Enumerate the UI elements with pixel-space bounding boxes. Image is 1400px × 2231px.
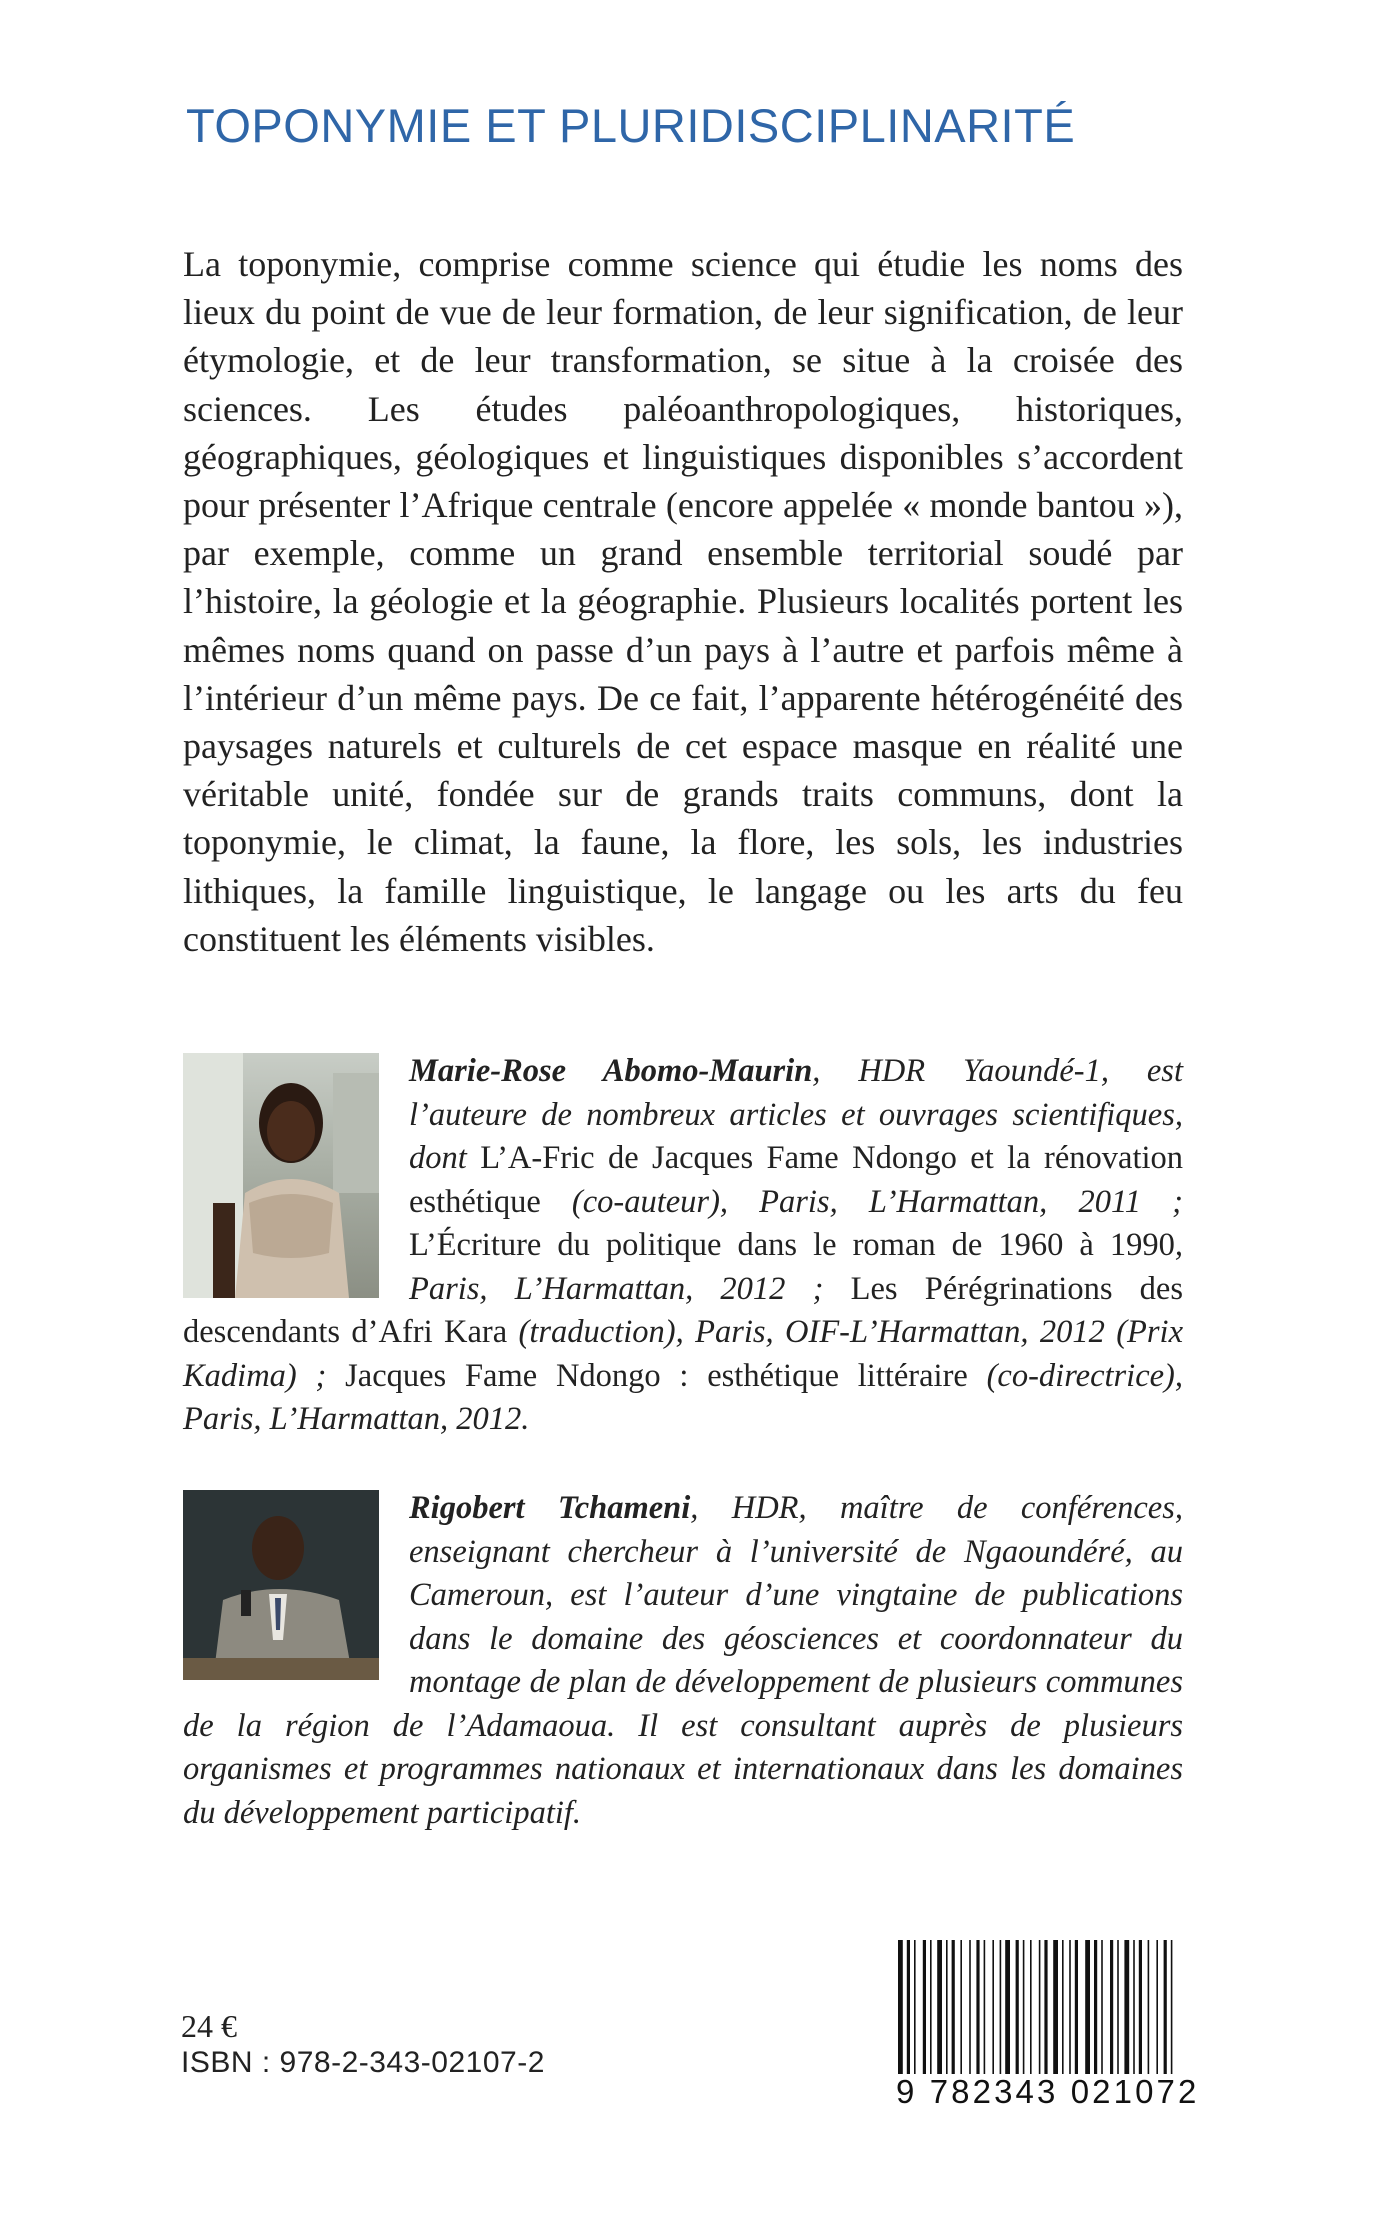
barcode-bar (930, 1940, 932, 2080)
barcode-bar (1124, 1940, 1129, 2080)
barcode-bar (1156, 1940, 1158, 2080)
barcode-bar (1110, 1940, 1113, 2080)
barcode-bar (923, 1940, 926, 2080)
barcode-bar (1117, 1940, 1119, 2080)
barcode-bar (976, 1940, 979, 2080)
barcode-bar (1039, 1940, 1041, 2080)
barcode-bar (1023, 1940, 1025, 2080)
barcode-bar (1148, 1940, 1150, 2080)
barcode-bar (1133, 1940, 1135, 2080)
barcode-bar (1171, 1940, 1173, 2080)
barcode-bar (1094, 1940, 1097, 2080)
barcode-bars (896, 1940, 1182, 2080)
barcode-bar (1000, 1940, 1002, 2080)
barcode-bar (1069, 1940, 1071, 2080)
book-blurb: La toponymie, comprise comme science qui étudie les noms des lieux du point de vue de leur formation, de leur signification, de leur étymologie, et de leur transformation, se situe à la croisée des sciences. Les études paléoanthropologiques, historiques, géographiques, géologiques et linguistiques disponibles s’accordent pour présenter l’Afrique centrale (encore appelée « monde bantou »), par exemple, comme un grand ensemble territorial soudé par l’histoire, la géologie et la géographie. Plusieurs localités portent les mêmes noms quand on passe d’un pays à l’autre et parfois même à l’intérieur d’un même pays. De ce fait, l’apparente hétérogénéité des paysages naturels et culturels de cet espace masque en réalité une véritable unité, fondée sur de grands traits communs, dont la toponymie, le climat, la faune, la flore, les sols, les industries lithiques, la famille linguistique, le langage ou les arts du feu constituent les éléments visibles. (183, 244, 1183, 959)
barcode-bar (1030, 1940, 1032, 2080)
barcode-bar (1044, 1940, 1047, 2080)
author-photo-2 (183, 1490, 379, 1680)
barcode-bar (992, 1940, 994, 2080)
author-photo-1 (183, 1053, 379, 1298)
barcode-bar (984, 1940, 986, 2080)
barcode-bar (1085, 1940, 1090, 2080)
barcode-bar (898, 1940, 903, 2080)
book-title: TOPONYMIE ET PLURIDISCIPLINARITÉ (186, 99, 1076, 152)
barcode-bar (1139, 1940, 1142, 2080)
barcode-bar (1101, 1940, 1103, 2080)
barcode-bar (969, 1940, 971, 2080)
barcode-bar (1016, 1940, 1019, 2080)
barcode-bar (1005, 1940, 1010, 2080)
barcode-bar (946, 1940, 948, 2080)
barcode-bar (1062, 1940, 1064, 2080)
barcode-bar (960, 1940, 962, 2080)
isbn: ISBN : 978-2-343-02107-2 (181, 2046, 545, 2079)
barcode-bar (1164, 1940, 1167, 2080)
barcode-bar (937, 1940, 942, 2080)
barcode-bar (952, 1940, 955, 2080)
author-2-name: Rigobert Tchameni (409, 1490, 691, 1526)
barcode-bar (914, 1940, 916, 2080)
price: 24 € (181, 2008, 237, 2044)
barcode-digits: 9 782343 021072 (896, 2073, 1200, 2110)
barcode-bar (1075, 1940, 1078, 2080)
barcode-bar (907, 1940, 910, 2080)
barcode-bar (1053, 1940, 1058, 2080)
author-1-name: Marie-Rose Abomo-Maurin (409, 1053, 813, 1089)
isbn-barcode (896, 1940, 1200, 2110)
author-bio-1: Marie-Rose Abomo-Maurin, HDR Yaoundé-1, est l’auteure de nombreux articles et ouvrages scientifiques, dont L’A-Fric de Jacques Fame Ndongo et la rénovation esthétique (co-auteur), Paris, L’Harmattan, 2011 ; L’Écriture du politique dans le roman de 1960 à 1990, Paris, L’Harmattan, 2012 ; Les Pérégrinations des descendants d’Afri Kara (traduction), Paris, OIF-L’Harmattan, 2012 (Prix Kadima) ; Jacques Fame Ndongo : esthétique littéraire (co-directrice), Paris, L’Harmattan, 2012. (183, 1053, 1184, 1437)
author-bio-2: Rigobert Tchameni, HDR, maître de conférences, enseignant chercheur à l’université de Ngaoundéré, au Cameroun, est l’auteur d’une vingtaine de publications dans le domaine des géosciences et coordonnateur du montage de plan de développement de plusieurs communes de la région de l’Adamaoua. Il est consultant auprès de plusieurs organismes et programmes nationaux et internationaux dans les domaines du développement participatif. (183, 1490, 1183, 1831)
